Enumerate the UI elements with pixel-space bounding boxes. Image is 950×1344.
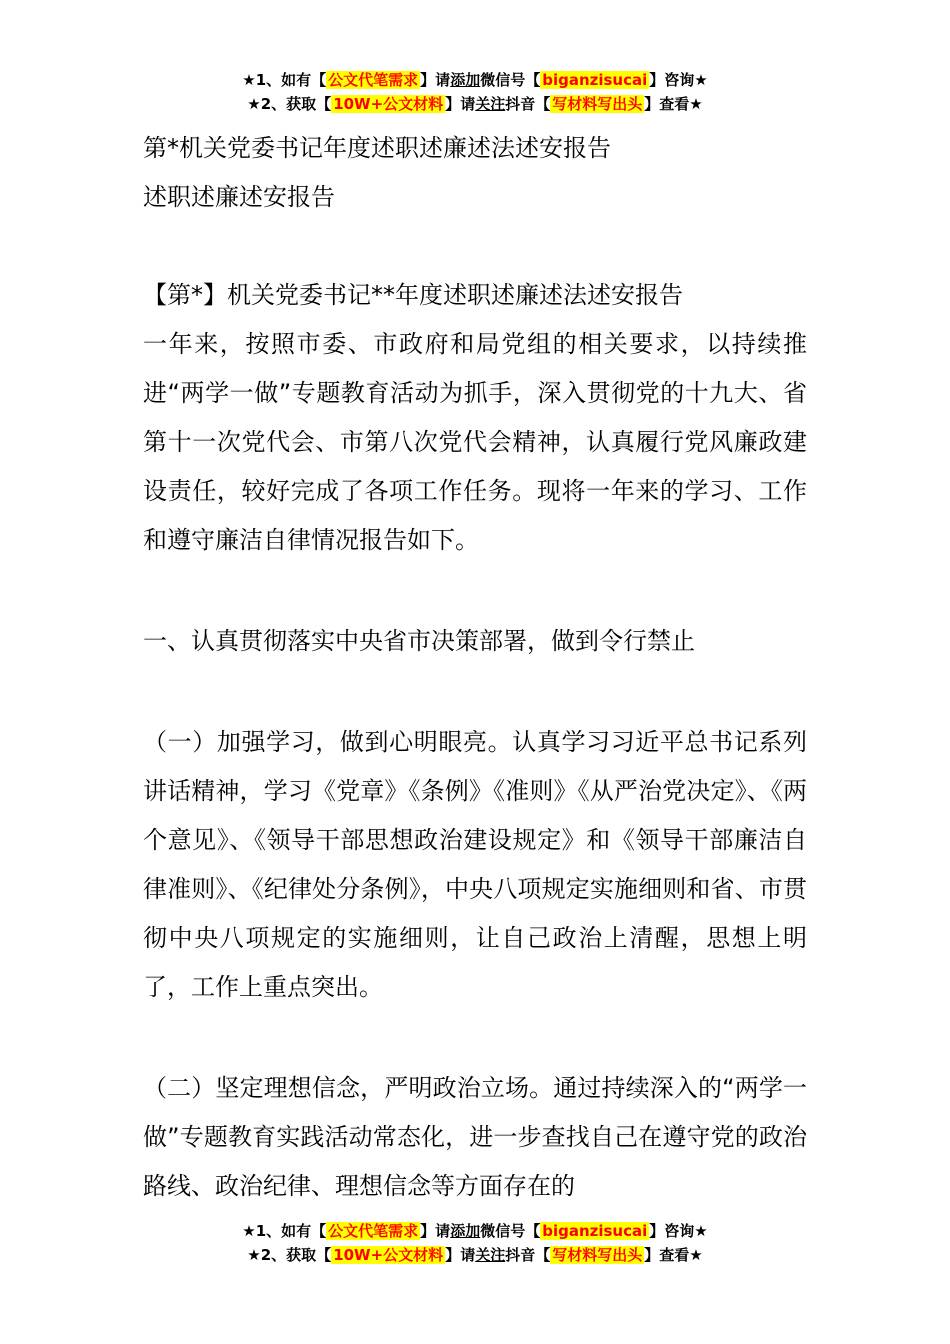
highlight-service: 公文代笔需求 bbox=[328, 71, 419, 89]
banner-line-1: ★1、如有【 公文代笔需求 】请添加微信号【 biganzisucai 】咨询★ bbox=[242, 71, 708, 89]
highlight-douyin: 写材料写出头 bbox=[552, 95, 643, 113]
footer-line-2: ★2、获取【 10W+公文材料 】请关注抖音【 写材料写出头 】查看★ bbox=[247, 1246, 703, 1264]
banner-line-2: ★2、获取【 10W+公文材料 】请关注抖音【 写材料写出头 】查看★ bbox=[247, 95, 703, 113]
report-heading: 【第*】机关党委书记**年度述职述廉述法述安报告 bbox=[143, 281, 683, 309]
section-heading-1: 一、认真贯彻落实中央省市决策部署，做到令行禁止 bbox=[143, 627, 695, 655]
document-body bbox=[143, 124, 807, 1211]
footer-line-1: ★1、如有【 公文代笔需求 】请添加微信号【 biganzisucai 】咨询★ bbox=[242, 1222, 708, 1240]
highlight-wechat-id: biganzisucai bbox=[542, 71, 648, 89]
highlight-materials: 10W+公文材料 bbox=[333, 95, 444, 113]
paragraph-1: （一）加强学习，做到心明眼亮。认真学习习近平总书记系列讲话精神，学习《党章》《条例》《准则》《从严治党决定》、《两个意见》、《领导干部思想政治建设规定》和《领导干部廉洁自律准则》、《纪律处分条例》，中央八项规定实施细则和省、市贯彻中央八项规定的实施细则，让自己政治上清醒，思想上明了，工作上重点突出。 bbox=[143, 728, 807, 1001]
header-banner bbox=[0, 68, 950, 116]
footer-banner bbox=[0, 1219, 950, 1267]
document-subtitle: 述职述廉述安报告 bbox=[143, 183, 335, 211]
intro-paragraph: 一年来，按照市委、市政府和局党组的相关要求，以持续推进“两学一做”专题教育活动为抓手，深入贯彻党的十九大、省第十一次党代会、市第八次党代会精神，认真履行党风廉政建设责任，较好完成了各项工作任务。现将一年来的学习、工作和遵守廉洁自律情况报告如下。 bbox=[143, 330, 807, 554]
paragraph-2: （二）坚定理想信念，严明政治立场。通过持续深入的“两学一做”专题教育实践活动常态化，进一步查找自己在遵守党的政治路线、政治纪律、理想信念等方面存在的 bbox=[143, 1074, 807, 1200]
document-title: 第*机关党委书记年度述职述廉述法述安报告 bbox=[143, 134, 611, 162]
